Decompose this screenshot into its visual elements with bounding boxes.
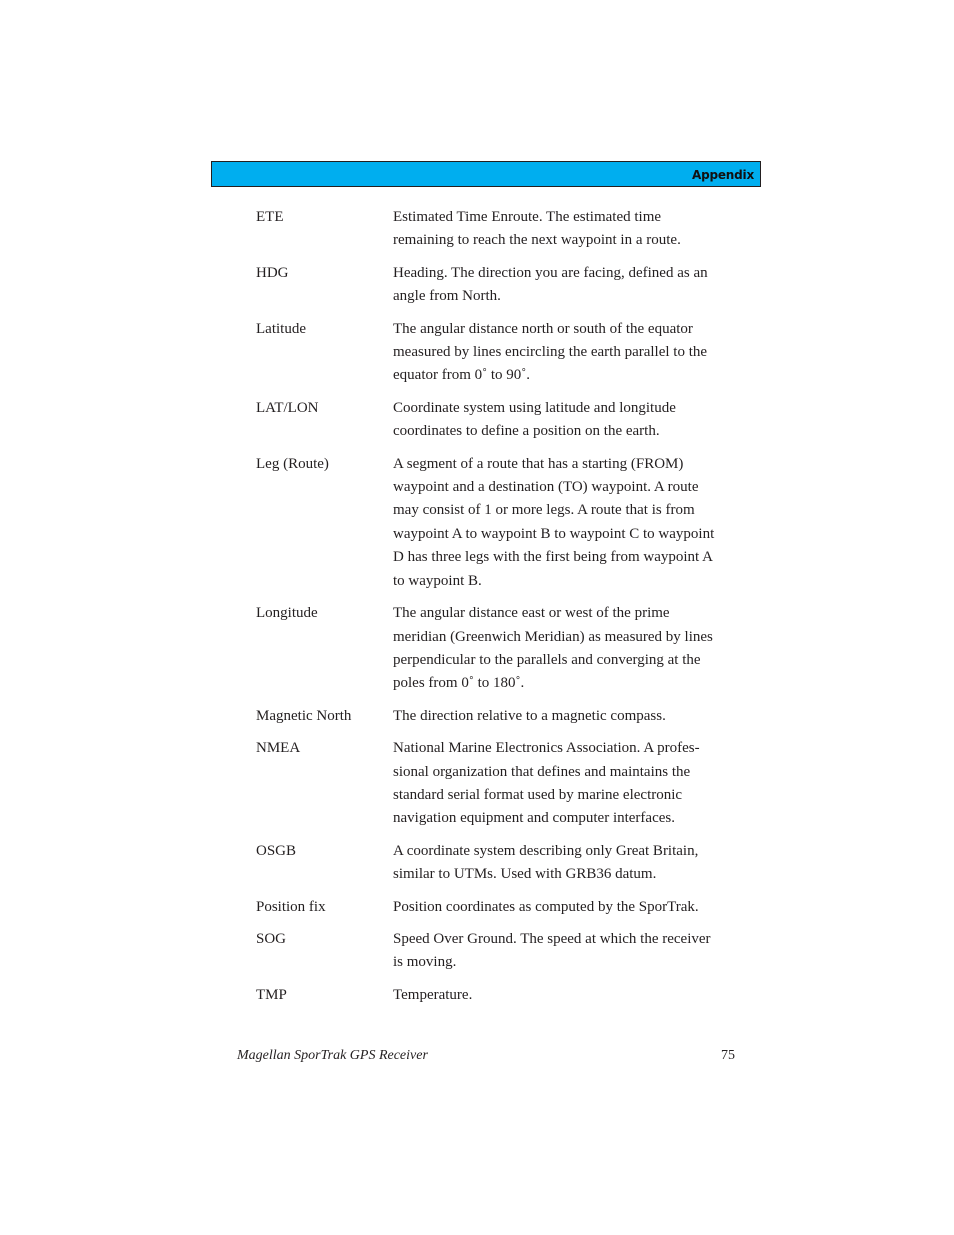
definition-line: similar to UTMs. Used with GRB36 datum. <box>393 866 657 883</box>
glossary-term: Leg (Route) <box>256 455 329 472</box>
definition-line: angle from North. <box>393 288 501 305</box>
definition-line: is moving. <box>393 954 457 971</box>
definition-line: meridian (Greenwich Meridian) as measured by lines <box>393 628 713 645</box>
definition-line: coordinates to define a position on the earth. <box>393 423 660 440</box>
glossary-definition <box>393 206 736 253</box>
definition-line: sional organization that defines and maintains the <box>393 763 691 780</box>
glossary-definition <box>393 318 736 388</box>
footer-title: Magellan SporTrak GPS Receiver <box>237 1048 428 1063</box>
glossary-definition <box>393 928 736 975</box>
glossary-entry <box>256 397 736 444</box>
glossary-entry <box>256 262 736 309</box>
section-header-bar <box>211 161 761 187</box>
section-label: Appendix <box>692 168 754 182</box>
definition-line: navigation equipment and computer interfaces. <box>393 810 675 827</box>
glossary-term: Longitude <box>256 605 318 622</box>
definition-line: A segment of a route that has a starting (FROM) <box>393 455 684 472</box>
glossary-entry <box>256 840 736 887</box>
glossary-term: SOG <box>256 930 287 947</box>
definition-line: remaining to reach the next waypoint in a route. <box>393 232 681 249</box>
definition-line: equator from 0˚ to 90˚. <box>393 367 531 384</box>
glossary-term: HDG <box>256 264 289 281</box>
definition-line: D has three legs with the first being from waypoint A <box>393 549 713 566</box>
definition-line: Coordinate system using latitude and longitude <box>393 399 676 416</box>
glossary-definition <box>393 737 736 831</box>
glossary-entry <box>256 602 736 696</box>
page-number: 75 <box>721 1048 735 1063</box>
glossary-term: Latitude <box>256 320 306 337</box>
definition-line: Estimated Time Enroute. The estimated time <box>393 209 662 225</box>
definition-line: Heading. The direction you are facing, defined as an <box>393 264 708 281</box>
glossary-entry <box>256 453 736 593</box>
glossary-entry <box>256 928 736 975</box>
glossary-definition <box>393 840 736 887</box>
definition-line: poles from 0˚ to 180˚. <box>393 675 525 692</box>
definition-line: National Marine Electronics Association. A profes- <box>393 740 700 757</box>
definition-line: standard serial format used by marine electronic <box>393 786 683 803</box>
definition-line: may consist of 1 or more legs. A route that is from <box>393 502 695 519</box>
definition-line: waypoint and a destination (TO) waypoint. A route <box>393 479 699 496</box>
glossary-definition <box>393 896 736 919</box>
glossary-definition <box>393 397 736 444</box>
definition-line: waypoint A to waypoint B to waypoint C to waypoint <box>393 525 715 542</box>
definition-line: to waypoint B. <box>393 572 482 589</box>
glossary-term: Position fix <box>256 898 326 915</box>
glossary-definition <box>393 705 736 728</box>
definition-line: measured by lines encircling the earth parallel to the <box>393 344 708 361</box>
glossary-definition <box>393 602 736 696</box>
definition-line: Temperature. <box>393 986 473 1003</box>
glossary-term: OSGB <box>256 842 297 859</box>
glossary-entry <box>256 737 736 831</box>
glossary-term: TMP <box>256 986 287 1003</box>
glossary-entry <box>256 896 736 919</box>
definition-line: A coordinate system describing only Great Britain, <box>393 842 699 859</box>
glossary-definition <box>393 262 736 309</box>
glossary-term: NMEA <box>256 740 301 757</box>
definition-line: The angular distance east or west of the prime <box>393 605 670 622</box>
glossary-definition <box>393 984 736 1007</box>
glossary-term: ETE <box>256 209 284 225</box>
definition-line: The direction relative to a magnetic compass. <box>393 707 666 724</box>
glossary-entry <box>256 206 736 253</box>
glossary-term: Magnetic North <box>256 707 352 724</box>
definition-line: Speed Over Ground. The speed at which the receiver <box>393 930 711 947</box>
definition-line: perpendicular to the parallels and converging at the <box>393 651 701 668</box>
glossary-entry <box>256 705 736 728</box>
glossary-entry <box>256 318 736 388</box>
glossary-entry <box>256 984 736 1007</box>
definition-line: Position coordinates as computed by the SporTrak. <box>393 898 699 915</box>
glossary-definition <box>393 453 736 593</box>
glossary-list <box>256 206 736 1016</box>
glossary-term: LAT/LON <box>256 399 319 416</box>
definition-line: The angular distance north or south of the equator <box>393 320 693 337</box>
